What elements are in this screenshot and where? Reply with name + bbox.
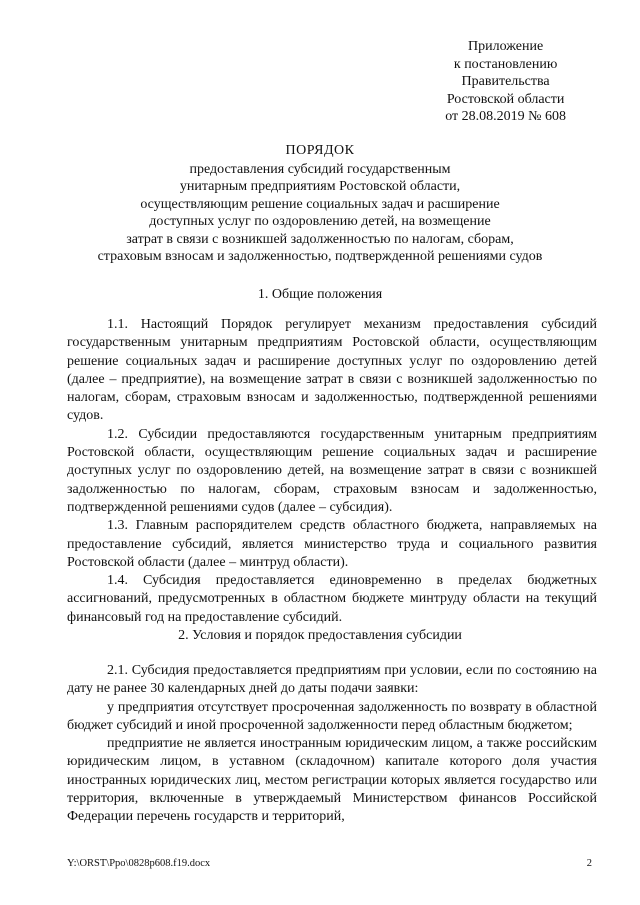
- paragraph-2-1: 2.1. Субсидия предоставляется предприятиям при условии, если по состоянию на дату не ранее 30 календарных дней до даты подачи заявки:: [67, 663, 597, 697]
- paragraph-2-1-b: предприятие не является иностранным юридическим лицом, а также российским юридическим лицом, в уставном (складочном) капитале которого доля участия иностранных юридических лиц, местом регистрации которых является государство или территория, включенные в утверждаемый Министерством финансов Российской Федерации перечень государств и территорий,: [67, 736, 597, 825]
- paragraph-1-3: 1.3. Главным распорядителем средств областного бюджета, направляемых на предоставление субсидий, является министерство труда и социального развития Ростовской области (далее – минтруд области).: [67, 518, 597, 570]
- section-1-heading: 1. Общие положения: [257, 287, 383, 302]
- paragraph-1-1: 1.1. Настоящий Порядок регулирует механизм предоставления субсидий государственным унитарным предприятиям Ростовской области, осуществляющим решение социальных задач и расширение доступных услуг по оздоровлению детей (далее – предприятие), на возмещение затрат в связи с возникшей задолженностью по налогам, сборам, страховым взносам и задолженностью, подтвержденной решениями судов.: [67, 317, 597, 424]
- appendix-block: [445, 38, 566, 126]
- paragraph-1-4: 1.4. Субсидия предоставляется единовременно в пределах бюджетных ассигнований, предусмотренных в областном бюджете минтруду области на текущий финансовый год на предоставление субсидий.: [67, 573, 597, 625]
- appendix-line: от 28.08.2019 № 608: [445, 109, 566, 124]
- title-line: затрат в связи с возникшей задолженностью по налогам, сборам,: [126, 231, 514, 247]
- appendix-line: Правительства: [461, 74, 550, 89]
- appendix-line: Приложение: [468, 39, 544, 54]
- footer-file-path: Y:\ORST\Ppo\0828p608.f19.docx: [67, 858, 211, 869]
- title-line: страховым взносам и задолженностью, подтвержденной решениями судов: [97, 249, 543, 264]
- appendix-line: к постановлению: [453, 56, 558, 72]
- paragraph-1-2: 1.2. Субсидии предоставляются государственным унитарным предприятиям Ростовской области, осуществляющим решение социальных задач и расширение доступных услуг по оздоровлению детей, на возмещение затрат в связи с возникшей задолженностью по налогам, сборам, страховым взносам и задолженностью, подтвержденной решениями судов (далее – субсидия).: [67, 426, 597, 515]
- section-2-body: [67, 662, 597, 827]
- paragraph-2-1-a: у предприятия отсутствует просроченная задолженность по возврату в областной бюджет субсидий и иной просроченной задолженности перед областным бюджетом;: [67, 699, 597, 733]
- section-1-body: [67, 316, 597, 627]
- footer-page-number: 2: [586, 858, 592, 869]
- section-2-heading: 2. Условия и порядок предоставления субсидии: [178, 628, 462, 643]
- appendix-line: Ростовской области: [446, 91, 565, 107]
- title-heading: ПОРЯДОК: [285, 143, 355, 158]
- title-line: предоставления субсидий государственным: [189, 161, 451, 177]
- document-title: [60, 142, 580, 266]
- title-line: унитарным предприятиям Ростовской области,: [179, 179, 461, 194]
- title-line: осуществляющим решение социальных задач и расширение: [140, 196, 500, 212]
- title-line: доступных услуг по оздоровлению детей, на возмещение: [149, 214, 491, 229]
